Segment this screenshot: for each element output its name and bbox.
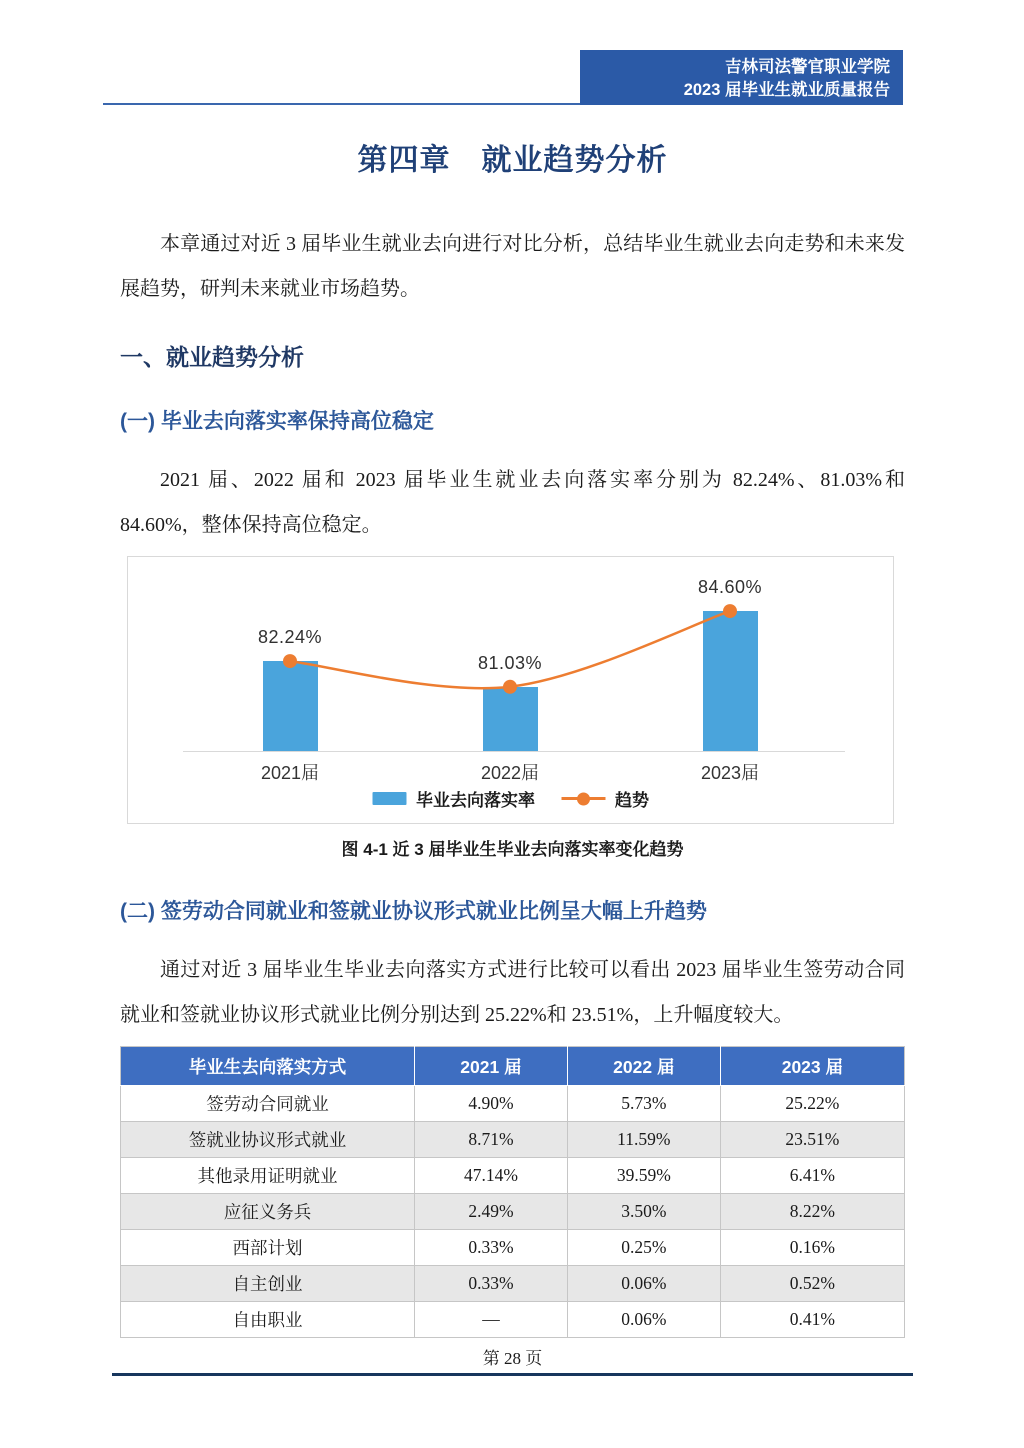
x-axis-line [183, 751, 845, 752]
table-header-method: 毕业生去向落实方式 [121, 1047, 415, 1086]
x-axis-label: 2023届 [700, 763, 760, 783]
section-heading: 一、就业趋势分析 [120, 344, 304, 370]
table-cell-2023: 23.51% [720, 1122, 904, 1158]
table-cell-2023: 0.41% [720, 1302, 904, 1338]
bar-value-label: 84.60% [697, 577, 763, 598]
legend-trend-swatch-icon [561, 792, 605, 805]
table-header-2022: 2022 届 [567, 1047, 720, 1086]
bar-2021届 [263, 661, 318, 751]
table-cell-2021: 0.33% [415, 1266, 568, 1302]
banner-school-name: 吉林司法警官职业学院 [725, 58, 890, 76]
table-row [121, 1194, 905, 1230]
table-cell-method: 自由职业 [121, 1302, 415, 1338]
page-content [120, 0, 905, 1376]
table-row [121, 1302, 905, 1338]
table-cell-2021: 2.49% [415, 1194, 568, 1230]
table-header-2021: 2021 届 [415, 1047, 568, 1086]
table-cell-2022: 0.25% [567, 1230, 720, 1266]
table-cell-method: 应征义务兵 [121, 1194, 415, 1230]
table-cell-2022: 0.06% [567, 1266, 720, 1302]
subsection-1-heading: (一) 毕业去向落实率保持高位稳定 [120, 410, 434, 433]
bar-value-label: 81.03% [477, 652, 543, 673]
table-cell-2022: 3.50% [567, 1194, 720, 1230]
table-row [121, 1158, 905, 1194]
table-cell-method: 自主创业 [121, 1266, 415, 1302]
bar-2023届 [703, 611, 758, 751]
table-cell-2022: 5.73% [567, 1086, 720, 1122]
table-body [121, 1086, 905, 1338]
table-cell-method: 其他录用证明就业 [121, 1158, 415, 1194]
footer-divider-line [112, 1373, 913, 1376]
table-row [121, 1266, 905, 1302]
table-cell-2022: 0.06% [567, 1302, 720, 1338]
placement-rate-chart [127, 556, 894, 824]
banner-report-title: 2023 届毕业生就业质量报告 [683, 81, 890, 99]
table-cell-2021: 8.71% [415, 1122, 568, 1158]
trend-line-path [290, 611, 730, 688]
figure-caption: 图 4-1 近 3 届毕业生毕业去向落实率变化趋势 [341, 840, 684, 859]
intro-paragraph: 本章通过对近 3 届毕业生就业去向进行对比分析，总结毕业生就业去向走势和未来发展趋势，研判未来就业市场趋势。 [120, 233, 905, 300]
bar-2022届 [483, 687, 538, 751]
table-cell-2023: 0.16% [720, 1230, 904, 1266]
table-cell-2022: 11.59% [567, 1122, 720, 1158]
table-header-row [121, 1047, 905, 1086]
table-cell-method: 西部计划 [121, 1230, 415, 1266]
table-cell-2021: 4.90% [415, 1086, 568, 1122]
table-cell-method: 签就业协议形式就业 [121, 1122, 415, 1158]
chart-legend [372, 786, 649, 811]
x-axis-label: 2021届 [260, 763, 320, 783]
page-number: 第 28 页 [482, 1349, 543, 1368]
table-row [121, 1230, 905, 1266]
placement-method-table [120, 1046, 905, 1338]
table-cell-2023: 25.22% [720, 1086, 904, 1122]
table-row [121, 1086, 905, 1122]
legend-bar-swatch-icon [372, 792, 406, 805]
table-cell-2021: 47.14% [415, 1158, 568, 1194]
x-axis-label: 2022届 [480, 763, 540, 783]
subsection-2-heading: (二) 签劳动合同就业和签就业协议形式就业比例呈大幅上升趋势 [120, 900, 707, 923]
table-cell-2023: 0.52% [720, 1266, 904, 1302]
table-row [121, 1122, 905, 1158]
legend-bar-label: 毕业去向落实率 [416, 791, 535, 810]
table-cell-2021: 0.33% [415, 1230, 568, 1266]
table-cell-method: 签劳动合同就业 [121, 1086, 415, 1122]
legend-trend-label: 趋势 [615, 791, 649, 810]
table-cell-2021: — [415, 1302, 568, 1338]
chapter-title: 第四章 就业趋势分析 [357, 144, 668, 177]
table-cell-2023: 6.41% [720, 1158, 904, 1194]
table-cell-2022: 39.59% [567, 1158, 720, 1194]
subsection-1-paragraph: 2021 届、2022 届和 2023 届毕业生就业去向落实率分别为 82.24%、81.03%和 84.60%，整体保持高位稳定。 [120, 469, 905, 536]
table-cell-2023: 8.22% [720, 1194, 904, 1230]
bar-value-label: 82.24% [257, 627, 323, 648]
table-header-2023: 2023 届 [720, 1047, 904, 1086]
subsection-2-paragraph: 通过对近 3 届毕业生毕业去向落实方式进行比较可以看出 2023 届毕业生签劳动合同就业和签就业协议形式就业比例分别达到 25.22%和 23.51%，上升幅度较大。 [120, 959, 905, 1026]
